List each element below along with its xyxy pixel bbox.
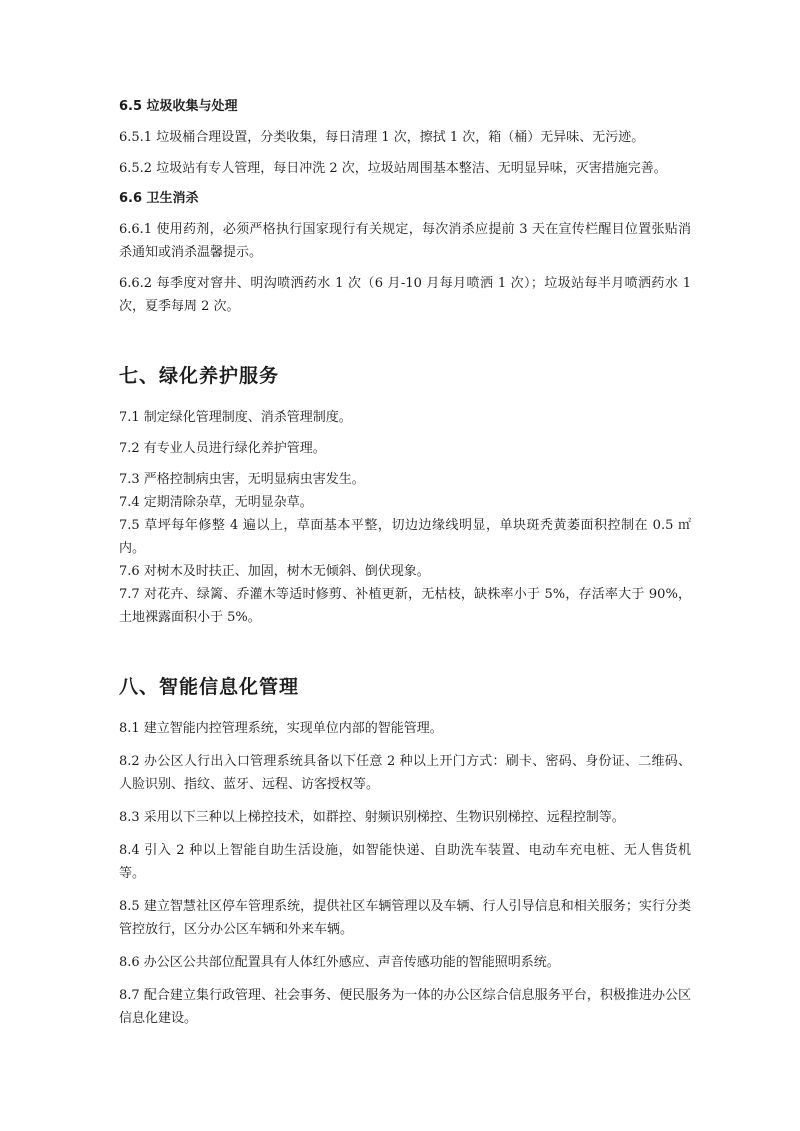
- paragraph-7-1: 7.1 制定绿化管理制度、消杀管理制度。: [119, 410, 352, 425]
- subsection-heading-6-6: 6.6 卫生消杀: [119, 191, 199, 206]
- paragraph-8-5: 8.5 建立智慧社区停车管理系统，提供社区车辆管理以及车辆、行人引导信息和相关服务；实行分类管控放行，区分办公区车辆和外来车辆。: [119, 899, 691, 937]
- paragraph-8-2: 8.2 办公区人行出入口管理系统具备以下任意 2 种以上开门方式：刷卡、密码、身份证、二维码、人脸识别、指纹、蓝牙、远程、访客授权等。: [119, 754, 691, 792]
- paragraph-7-7: 7.7 对花卉、绿篱、乔灌木等适时修剪、补植更新，无枯枝，缺株率小于 5%，存活率大于 90%，土地裸露面积小于 5%。: [119, 587, 691, 625]
- paragraph-7-4: 7.4 定期清除杂草，无明显杂草。: [119, 495, 313, 510]
- paragraph-7-5: 7.5 草坪每年修整 4 遍以上，草面基本平整，切边边缘线明显，单块斑秃黄萎面积控制在 0.5 ㎡内。: [119, 518, 691, 556]
- paragraph-6-6-2: 6.6.2 每季度对窨井、明沟喷洒药水 1 次（6 月-10 月每月喷洒 1 次）；垃圾站每半月喷洒药水 1 次，夏季每周 2 次。: [119, 276, 691, 314]
- paragraph-7-3: 7.3 严格控制病虫害，无明显病虫害发生。: [119, 472, 365, 487]
- paragraph-7-6: 7.6 对树木及时扶正、加固，树木无倾斜、倒伏现象。: [119, 564, 430, 579]
- paragraph-7-2: 7.2 有专业人员进行绿化养护管理。: [119, 441, 326, 456]
- section-title-8: 八、智能信息化管理: [119, 676, 300, 698]
- paragraph-8-1: 8.1 建立智能内控管理系统，实现单位内部的智能管理。: [119, 721, 443, 736]
- subsection-heading-6-5: 6.5 垃圾收集与处理: [119, 99, 238, 114]
- section-title-7: 七、绿化养护服务: [119, 365, 280, 387]
- paragraph-6-6-1: 6.6.1 使用药剂，必须严格执行国家现行有关规定，每次消杀应提前 3 天在宣传栏醒目位置张贴消杀通知或消杀温馨提示。: [119, 222, 691, 260]
- paragraph-8-6: 8.6 办公区公共部位配置具有人体红外感应、声音传感功能的智能照明系统。: [119, 955, 560, 970]
- paragraph-8-4: 8.4 引入 2 种以上智能自助生活设施，如智能快递、自助洗车装置、电动车充电桩、无人售货机等。: [119, 843, 691, 881]
- paragraph-6-5-1: 6.5.1 垃圾桶合理设置，分类收集，每日清理 1 次，擦拭 1 次，箱（桶）无异味、无污迹。: [119, 130, 645, 145]
- paragraph-6-5-2: 6.5.2 垃圾站有专人管理，每日冲洗 2 次，垃圾站周围基本整洁、无明显异味，灭害措施完善。: [119, 161, 667, 176]
- page-content: [119, 96, 691, 1030]
- paragraph-8-3: 8.3 采用以下三种以上梯控技术，如群控、射频识别梯控、生物识别梯控、远程控制等。: [119, 810, 625, 825]
- paragraph-8-7: 8.7 配合建立集行政管理、社会事务、便民服务为一体的办公区综合信息服务平台，积极推进办公区信息化建设。: [119, 988, 691, 1026]
